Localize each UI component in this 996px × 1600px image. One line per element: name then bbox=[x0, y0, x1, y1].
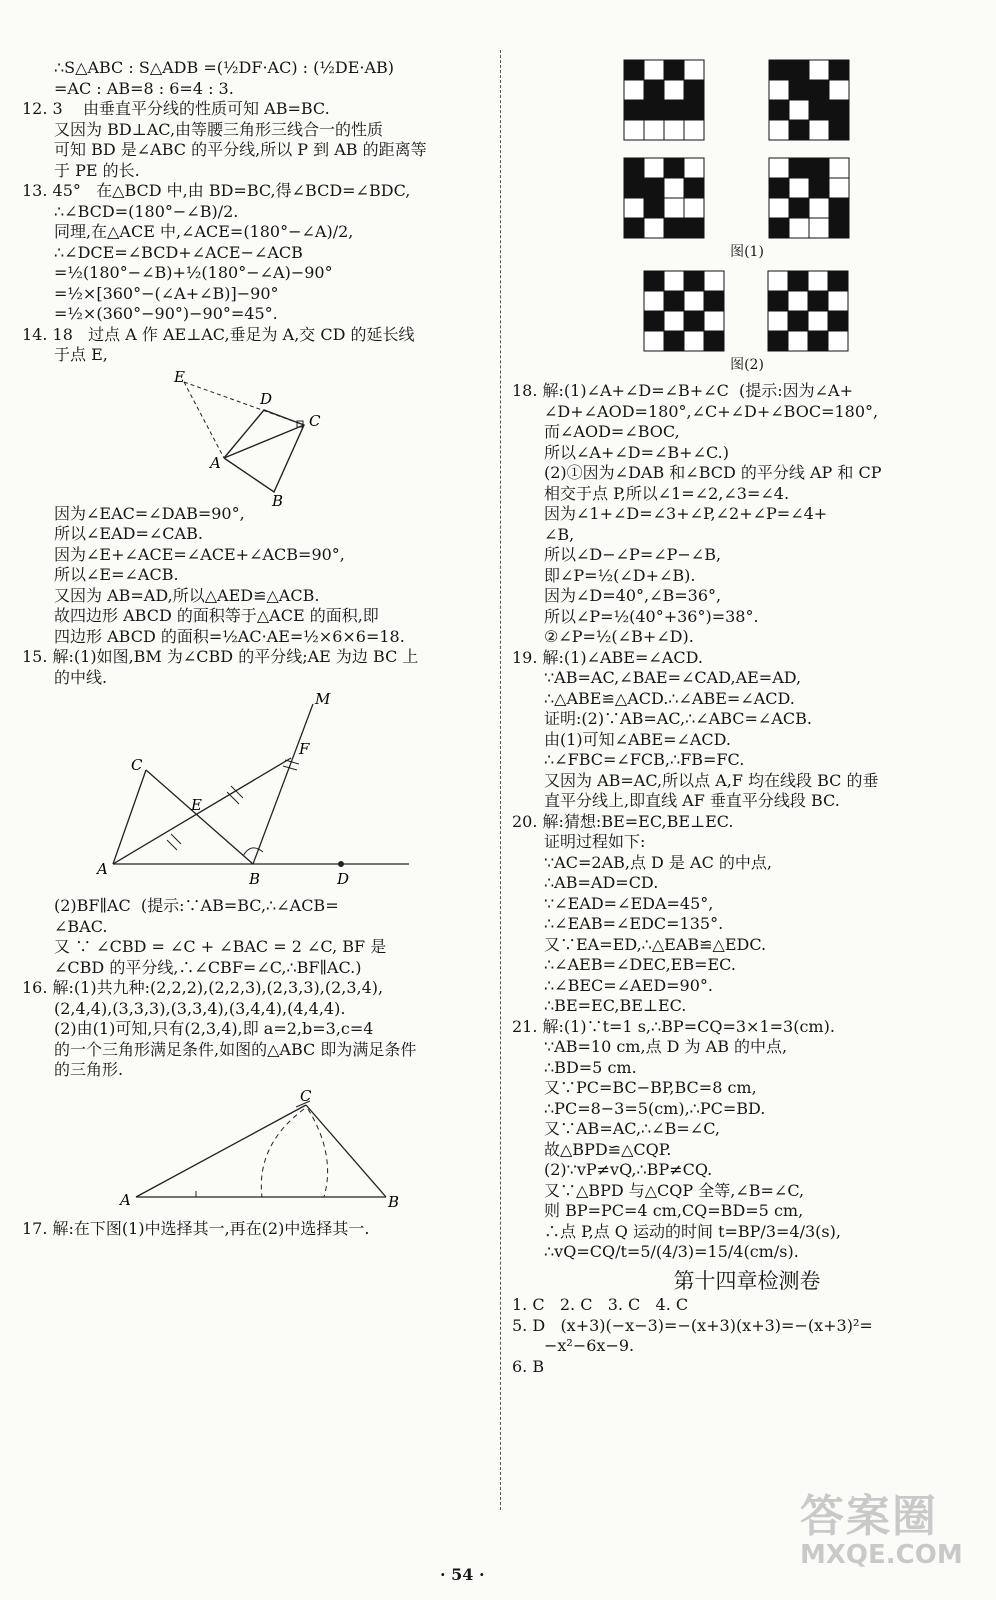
grid-cell bbox=[684, 80, 704, 100]
text-line: ∵AB=AC,∠BAE=∠CAD,AE=AD, bbox=[544, 668, 802, 687]
grid-cell bbox=[829, 178, 849, 198]
grid-cell bbox=[624, 60, 644, 80]
grid-cell bbox=[789, 120, 809, 140]
grid-cell bbox=[828, 291, 848, 311]
fig14-label-b: B bbox=[272, 491, 284, 510]
grid-cell bbox=[664, 271, 684, 291]
left-text-block-c bbox=[22, 896, 490, 1081]
text-line: ∴∠DCE=∠BCD+∠ACE−∠ACB bbox=[54, 242, 303, 262]
text-line: 可知 BD 是∠ABC 的平分线,所以 P 到 AB 的距离等 bbox=[54, 140, 427, 159]
figure-17-1 bbox=[622, 58, 872, 240]
text-line: 又∵AB=AC,∴∠B=∠C, bbox=[544, 1119, 720, 1138]
grid-cell bbox=[808, 331, 828, 351]
text-line: 故四边形 ABCD 的面积等于△ACE 的面积,即 bbox=[54, 606, 379, 625]
grid-cell bbox=[684, 291, 704, 311]
grid-cell bbox=[808, 291, 828, 311]
text-line: 18. 解:(1)∠A+∠D=∠B+∠C (提示:因为∠A+ bbox=[512, 381, 853, 400]
fig15-label-m: M bbox=[315, 690, 331, 708]
grid-cell bbox=[644, 158, 664, 178]
grid-cell bbox=[809, 120, 829, 140]
text-line: 又 ∵ ∠CBD = ∠C + ∠BAC = 2 ∠C, BF 是 bbox=[54, 937, 387, 956]
grid-cell bbox=[644, 120, 664, 140]
text-line: ∠CBD 的平分线,∴∠CBF=∠C,∴BF∥AC.) bbox=[54, 957, 362, 977]
grid-cell bbox=[829, 100, 849, 120]
grid-cell bbox=[684, 178, 704, 198]
text-line: ∠D+∠AOD=180°,∠C+∠D+∠BOC=180°, bbox=[544, 401, 879, 421]
text-line: ∴△ABE≌△ACD.∴∠ABE=∠ACD. bbox=[544, 688, 795, 708]
text-line: 由(1)可知∠ABE=∠ACD. bbox=[544, 729, 732, 749]
grid-cell bbox=[624, 198, 644, 218]
text-line: =AC : AB=8 : 6=4 : 3. bbox=[54, 78, 234, 98]
text-line: 因为∠EAC=∠DAB=90°, bbox=[54, 503, 245, 523]
watermark-top: 答案圈 bbox=[800, 1491, 938, 1542]
grid-cell bbox=[624, 158, 644, 178]
grid-pattern-3 bbox=[622, 156, 706, 240]
text-line: ∠BAC. bbox=[54, 916, 108, 936]
text-line: 13. 45° 在△BCD 中,由 BD=BC,得∠BCD=∠BDC, bbox=[22, 181, 411, 200]
grid-cell bbox=[809, 60, 829, 80]
grid-cell bbox=[769, 120, 789, 140]
grid-cell bbox=[789, 178, 809, 198]
page-number: · 54 · bbox=[440, 1565, 485, 1584]
grid-cell bbox=[624, 120, 644, 140]
grid-pattern-1 bbox=[622, 58, 706, 142]
fig14-label-d: D bbox=[260, 389, 273, 408]
fig14-label-a: A bbox=[210, 453, 221, 472]
text-line: ∴点 P,点 Q 运动的时间 t=BP/3=4/3(s), bbox=[544, 1221, 841, 1241]
grid-cell bbox=[664, 178, 684, 198]
watermark bbox=[800, 1480, 963, 1570]
figure-14 bbox=[156, 367, 356, 510]
column-separator bbox=[500, 50, 501, 1510]
right-text-block-b bbox=[512, 1295, 982, 1377]
grid-cell bbox=[788, 291, 808, 311]
text-line: 又∵△BPD 与△CQP 全等,∠B=∠C, bbox=[544, 1180, 805, 1200]
fig16-label-c: C bbox=[300, 1086, 312, 1105]
grid-cell bbox=[624, 100, 644, 120]
text-line: ∴BE=EC,BE⊥EC. bbox=[544, 996, 687, 1015]
grid-cell bbox=[768, 271, 788, 291]
fig15-label-e: E bbox=[191, 796, 202, 814]
grid-cell bbox=[789, 158, 809, 178]
left-text-block-d bbox=[22, 1219, 490, 1240]
text-line: 6. B bbox=[512, 1356, 545, 1376]
text-line: 四边形 ABCD 的面积=½AC·AE=½×6×6=18. bbox=[54, 626, 405, 646]
grid-cell bbox=[644, 178, 664, 198]
text-line: 所以∠A+∠D=∠B+∠C.) bbox=[544, 442, 729, 462]
figure-15 bbox=[91, 692, 421, 892]
grid-cell bbox=[664, 331, 684, 351]
text-line: 证明:(2)∵AB=AC,∴∠ABC=∠ACB. bbox=[544, 709, 812, 728]
grid-cell bbox=[684, 120, 704, 140]
grid-cell bbox=[644, 291, 664, 311]
text-line: (2,4,4),(3,3,3),(3,3,4),(3,4,4),(4,4,4). bbox=[54, 998, 346, 1018]
grid-cell bbox=[768, 331, 788, 351]
grid-cell bbox=[808, 271, 828, 291]
text-line: 所以∠D−∠P=∠P−∠B, bbox=[544, 545, 722, 564]
text-line: 于点 E, bbox=[54, 345, 108, 364]
text-line: 所以∠EAD=∠CAB. bbox=[54, 524, 203, 543]
grid-cell bbox=[789, 100, 809, 120]
figure-17-2 bbox=[642, 269, 852, 353]
grid-cell bbox=[769, 80, 789, 100]
grid-cell bbox=[789, 218, 809, 238]
grid-cell bbox=[664, 198, 684, 218]
text-line: 又因为 AB=AC,所以点 A,F 均在线段 BC 的垂 bbox=[544, 770, 879, 790]
grid-cell bbox=[769, 178, 789, 198]
grid-cell bbox=[664, 291, 684, 311]
grid-cell bbox=[684, 100, 704, 120]
chapter-title: 第十四章检测卷 bbox=[673, 1268, 821, 1293]
text-line: 又∵PC=BC−BP,BC=8 cm, bbox=[544, 1078, 757, 1097]
text-line: 19. 解:(1)∠ABE=∠ACD. bbox=[512, 647, 703, 667]
grid-cell bbox=[789, 60, 809, 80]
grid-cell bbox=[829, 80, 849, 100]
grid-cell bbox=[684, 311, 704, 331]
text-line: 相交于点 P,所以∠1=∠2,∠3=∠4. bbox=[544, 483, 790, 503]
grid-cell bbox=[829, 198, 849, 218]
grid-cell bbox=[809, 158, 829, 178]
figure-16 bbox=[106, 1085, 406, 1215]
grid-cell bbox=[704, 331, 724, 351]
grid-cell bbox=[664, 158, 684, 178]
text-line: 故△BPD≌△CQP. bbox=[544, 1139, 672, 1159]
grid-cell bbox=[664, 311, 684, 331]
text-line: 则 BP=PC=4 cm,CQ=BD=5 cm, bbox=[544, 1201, 804, 1220]
text-line: ∵AB=10 cm,点 D 为 AB 的中点, bbox=[544, 1037, 788, 1056]
fig14-label-e: E bbox=[174, 367, 185, 386]
grid-pattern-2 bbox=[767, 58, 851, 142]
text-line: ∴vQ=CQ/t=5/(4/3)=15/4(cm/s). bbox=[544, 1242, 799, 1261]
fig15-label-a: A bbox=[97, 860, 108, 878]
text-line: 的中线. bbox=[54, 667, 108, 687]
grid-cell bbox=[769, 198, 789, 218]
figure-1-caption: 图(1) bbox=[730, 244, 764, 260]
grid-cell bbox=[704, 291, 724, 311]
grid-cell bbox=[789, 198, 809, 218]
grid-cell bbox=[644, 60, 664, 80]
left-column bbox=[22, 58, 490, 1239]
grid-cell bbox=[644, 100, 664, 120]
text-line: ∴∠BCD=(180°−∠B)/2. bbox=[54, 201, 239, 221]
grid-cell bbox=[664, 100, 684, 120]
text-line: 因为∠D=40°,∠B=36°, bbox=[544, 586, 722, 605]
text-line: 因为∠1+∠D=∠3+∠P,∠2+∠P=∠4+ bbox=[544, 504, 828, 523]
grid-cell bbox=[704, 271, 724, 291]
grid-cell bbox=[809, 80, 829, 100]
text-line: 所以∠P=½(40°+36°)=38°. bbox=[544, 606, 759, 626]
text-line: ∴∠AEB=∠DEC,EB=EC. bbox=[544, 955, 736, 974]
grid-cell bbox=[788, 271, 808, 291]
grid-cell bbox=[644, 331, 664, 351]
grid-cell bbox=[769, 100, 789, 120]
text-line: (2)由(1)可知,只有(2,3,4),即 a=2,b=3,c=4 bbox=[54, 1019, 374, 1038]
grid-cell bbox=[664, 120, 684, 140]
grid-cell bbox=[684, 158, 704, 178]
left-text-block-b bbox=[22, 504, 490, 689]
text-line: 而∠AOD=∠BOC, bbox=[544, 422, 680, 441]
grid-cell bbox=[809, 100, 829, 120]
text-line: ∵∠EAD=∠EDA=45°, bbox=[544, 893, 714, 913]
text-line: ②∠P=½(∠B+∠D). bbox=[544, 627, 694, 646]
text-line: 因为∠E+∠ACE=∠ACE+∠ACB=90°, bbox=[54, 544, 345, 564]
grid-cell bbox=[704, 311, 724, 331]
text-line: ∴BD=5 cm. bbox=[544, 1057, 637, 1077]
grid-cell bbox=[644, 218, 664, 238]
fig14-label-c: C bbox=[309, 411, 321, 430]
text-line: ∴∠FBC=∠FCB,∴FB=FC. bbox=[544, 750, 745, 769]
text-line: =½(180°−∠B)+½(180°−∠A)−90° bbox=[54, 263, 333, 282]
grid-cell bbox=[769, 218, 789, 238]
grid-cell bbox=[684, 271, 704, 291]
text-line: 又因为 AB=AD,所以△AED≌△ACB. bbox=[54, 585, 320, 605]
watermark-bottom: MXQE.COM bbox=[800, 1540, 963, 1570]
fig15-label-b: B bbox=[249, 870, 261, 888]
grid-cell bbox=[624, 218, 644, 238]
text-line: 直平分线上,即直线 AF 垂直平分线段 BC. bbox=[544, 791, 840, 810]
text-line: ∠B, bbox=[544, 524, 575, 544]
grid-cell bbox=[684, 60, 704, 80]
grid-cell bbox=[664, 218, 684, 238]
text-line: 又因为 BD⊥AC,由等腰三角形三线合一的性质 bbox=[54, 119, 384, 139]
fig15-label-c: C bbox=[131, 756, 143, 774]
grid-cell bbox=[788, 331, 808, 351]
text-line: =½×(360°−90°)−90°=45°. bbox=[54, 304, 278, 323]
grid-cell bbox=[809, 178, 829, 198]
left-text-block-a bbox=[22, 58, 490, 366]
grid-cell bbox=[789, 80, 809, 100]
grid-cell bbox=[684, 331, 704, 351]
text-line: 又∵EA=ED,∴△EAB≌△EDC. bbox=[544, 934, 767, 954]
grid-cell bbox=[788, 311, 808, 331]
text-line: 所以∠E=∠ACB. bbox=[54, 565, 179, 584]
text-line: 即∠P=½(∠D+∠B). bbox=[544, 565, 696, 585]
grid-cell bbox=[809, 218, 829, 238]
grid-cell bbox=[644, 311, 664, 331]
text-line: 20. 解:猜想:BE=EC,BE⊥EC. bbox=[512, 811, 734, 831]
text-line: 17. 解:在下图(1)中选择其一,再在(2)中选择其一. bbox=[22, 1218, 370, 1238]
grid-cell bbox=[644, 198, 664, 218]
fig15-label-f: F bbox=[299, 740, 310, 758]
grid-cell bbox=[769, 158, 789, 178]
text-line: =½×[360°−(∠A+∠B)]−90° bbox=[54, 283, 279, 303]
text-line: 1. C 2. C 3. C 4. C bbox=[512, 1295, 689, 1314]
grid-cell bbox=[828, 331, 848, 351]
text-line: 16. 解:(1)共九种:(2,2,2),(2,2,3),(2,3,3),(2,3,4), bbox=[22, 978, 384, 997]
grid-cell bbox=[664, 80, 684, 100]
text-line: ∴∠EAB=∠EDC=135°. bbox=[544, 914, 724, 933]
grid-cell bbox=[768, 311, 788, 331]
text-line: ∴∠BEC=∠AED=90°. bbox=[544, 975, 713, 995]
grid-cell bbox=[768, 291, 788, 311]
text-line: 于 PE 的长. bbox=[54, 160, 140, 180]
grid-pattern-4 bbox=[767, 156, 851, 240]
grid-cell bbox=[829, 120, 849, 140]
text-line: ∴S△ABC : S△ADB =(½DF·AC) : (½DE·AB) bbox=[54, 58, 395, 77]
grid-cell bbox=[829, 218, 849, 238]
fig16-label-a: A bbox=[120, 1190, 131, 1209]
grid-cell bbox=[828, 271, 848, 291]
grid-cell bbox=[644, 271, 664, 291]
text-line: −x²−6x−9. bbox=[544, 1336, 635, 1355]
right-text-block-a bbox=[512, 381, 982, 1263]
grid-cell bbox=[828, 311, 848, 331]
text-line: 的一个三角形满足条件,如图的△ABC 即为满足条件 bbox=[54, 1039, 417, 1059]
grid-pattern-6 bbox=[766, 269, 850, 353]
text-line: 21. 解:(1)∵t=1 s,∴BP=CQ=3×1=3(cm). bbox=[512, 1016, 835, 1036]
fig15-label-d: D bbox=[337, 870, 350, 888]
text-line: 证明过程如下: bbox=[544, 832, 646, 851]
text-line: ∵AC=2AB,点 D 是 AC 的中点, bbox=[544, 852, 773, 872]
grid-cell bbox=[624, 80, 644, 100]
text-line: ∴PC=8−3=5(cm),∴PC=BD. bbox=[544, 1098, 766, 1118]
grid-cell bbox=[809, 198, 829, 218]
text-line: 5. D (x+3)(−x−3)=−(x+3)(x+3)=−(x+3)²= bbox=[512, 1315, 873, 1335]
right-column bbox=[512, 58, 982, 1377]
text-line: 的三角形. bbox=[54, 1060, 124, 1079]
grid-cell bbox=[644, 80, 664, 100]
grid-cell bbox=[684, 218, 704, 238]
grid-cell bbox=[624, 178, 644, 198]
grid-cell bbox=[829, 60, 849, 80]
text-line: (2)BF∥AC (提示:∵AB=BC,∴∠ACB= bbox=[54, 896, 339, 915]
grid-cell bbox=[829, 158, 849, 178]
figure-2-caption: 图(2) bbox=[730, 356, 764, 373]
text-line: 同理,在△ACE 中,∠ACE=(180°−∠A)/2, bbox=[54, 222, 354, 241]
grid-pattern-5 bbox=[642, 269, 726, 353]
fig16-label-b: B bbox=[388, 1192, 400, 1211]
text-line: ∴AB=AD=CD. bbox=[544, 873, 659, 892]
grid-cell bbox=[684, 198, 704, 218]
grid-cell bbox=[808, 311, 828, 331]
grid-cell bbox=[664, 60, 684, 80]
text-line: 12. 3 由垂直平分线的性质可知 AB=BC. bbox=[22, 99, 330, 118]
text-line: (2)∵vP≠vQ,∴BP≠CQ. bbox=[544, 1160, 713, 1179]
text-line: 15. 解:(1)如图,BM 为∠CBD 的平分线;AE 为边 BC 上 bbox=[22, 647, 419, 666]
grid-cell bbox=[769, 60, 789, 80]
text-line: 14. 18 过点 A 作 AE⊥AC,垂足为 A,交 CD 的延长线 bbox=[22, 324, 415, 344]
text-line: (2)①因为∠DAB 和∠BCD 的平分线 AP 和 CP bbox=[544, 463, 882, 482]
